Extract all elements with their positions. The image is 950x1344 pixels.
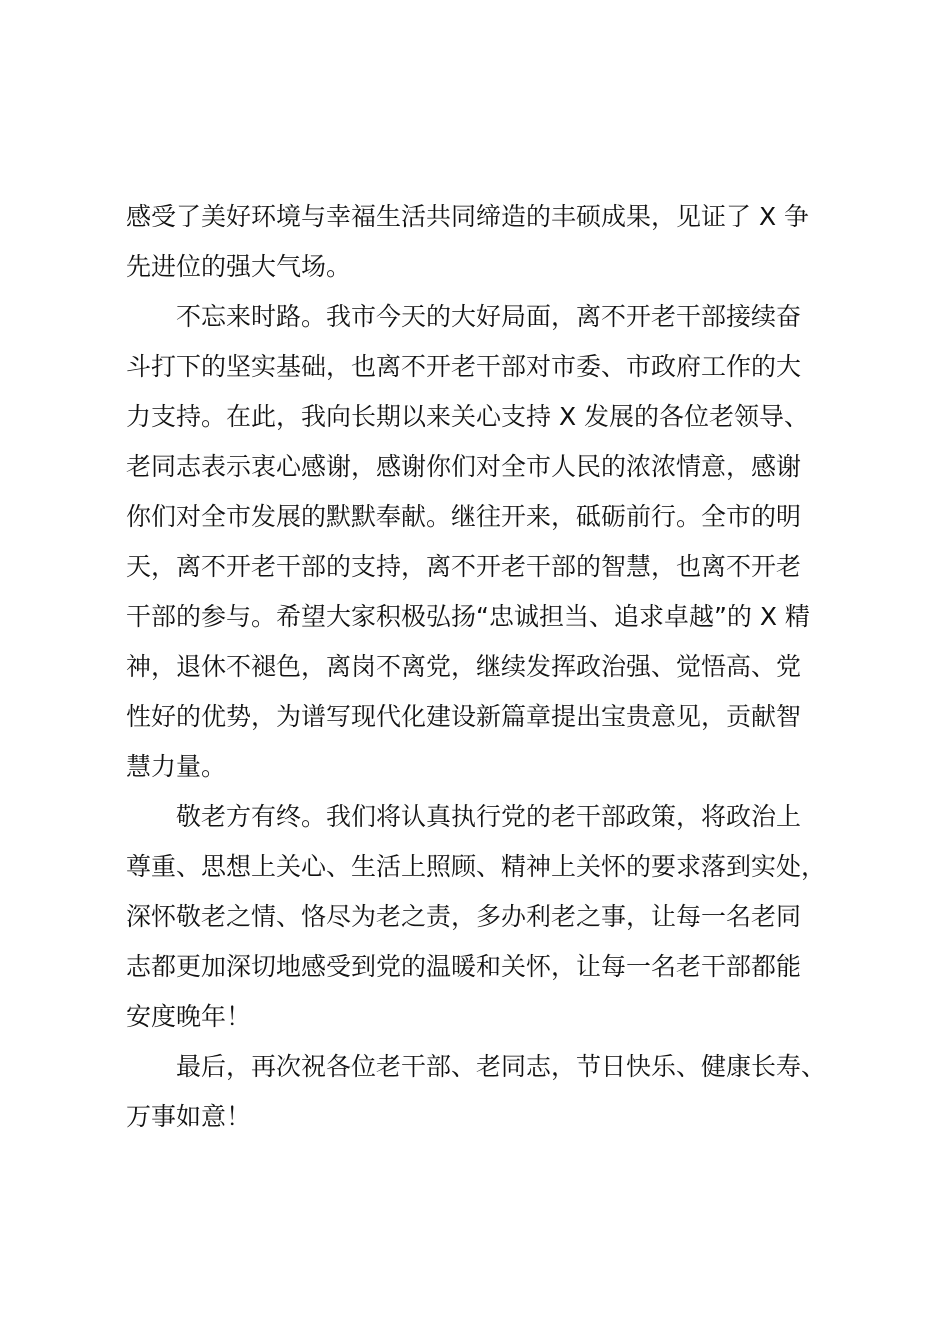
text-line: 老同志表示衷心感谢，感谢你们对全市人民的浓浓情意，感谢	[126, 452, 802, 481]
paragraph-start-line: 不忘来时路。我市今天的大好局面，离不开老干部接续奋	[176, 302, 802, 331]
text-line: 性好的优势，为谱写现代化建设新篇章提出宝贵意见，贡献智	[126, 702, 802, 731]
text-line: 干部的参与。希望大家积极弘扬“忠诚担当、追求卓越”的 X 精	[126, 602, 810, 631]
text-line: 深怀敬老之情、恪尽为老之责，多办利老之事，让每一名老同	[126, 902, 802, 931]
text-line: 先进位的强大气场。	[126, 252, 352, 281]
text-line: 慧力量。	[126, 752, 227, 781]
paragraph-start-line: 最后，再次祝各位老干部、老同志，节日快乐、健康长寿、	[176, 1052, 827, 1081]
text-line: 斗打下的坚实基础，也离不开老干部对市委、市政府工作的大	[126, 352, 802, 381]
paragraph-start-line: 敬老方有终。我们将认真执行党的老干部政策，将政治上	[176, 802, 802, 831]
text-line: 力支持。在此，我向长期以来关心支持 X 发展的各位老领导、	[126, 402, 810, 431]
text-line: 尊重、思想上关心、生活上照顾、精神上关怀的要求落到实处，	[126, 852, 827, 881]
document-body	[126, 192, 826, 1142]
text-line: 天，离不开老干部的支持，离不开老干部的智慧，也离不开老	[126, 552, 802, 581]
text-line: 志都更加深切地感受到党的温暖和关怀，让每一名老干部都能	[126, 952, 802, 981]
text-line: 万事如意！	[126, 1102, 252, 1131]
text-line: 安度晚年！	[126, 1002, 252, 1031]
text-line: 你们对全市发展的默默奉献。继往开来，砥砺前行。全市的明	[126, 502, 802, 531]
text-line: 感受了美好环境与幸福生活共同缔造的丰硕成果，见证了 X 争	[126, 202, 810, 231]
text-line: 神，退休不褪色，离岗不离党，继续发挥政治强、觉悟高、党	[126, 652, 802, 681]
